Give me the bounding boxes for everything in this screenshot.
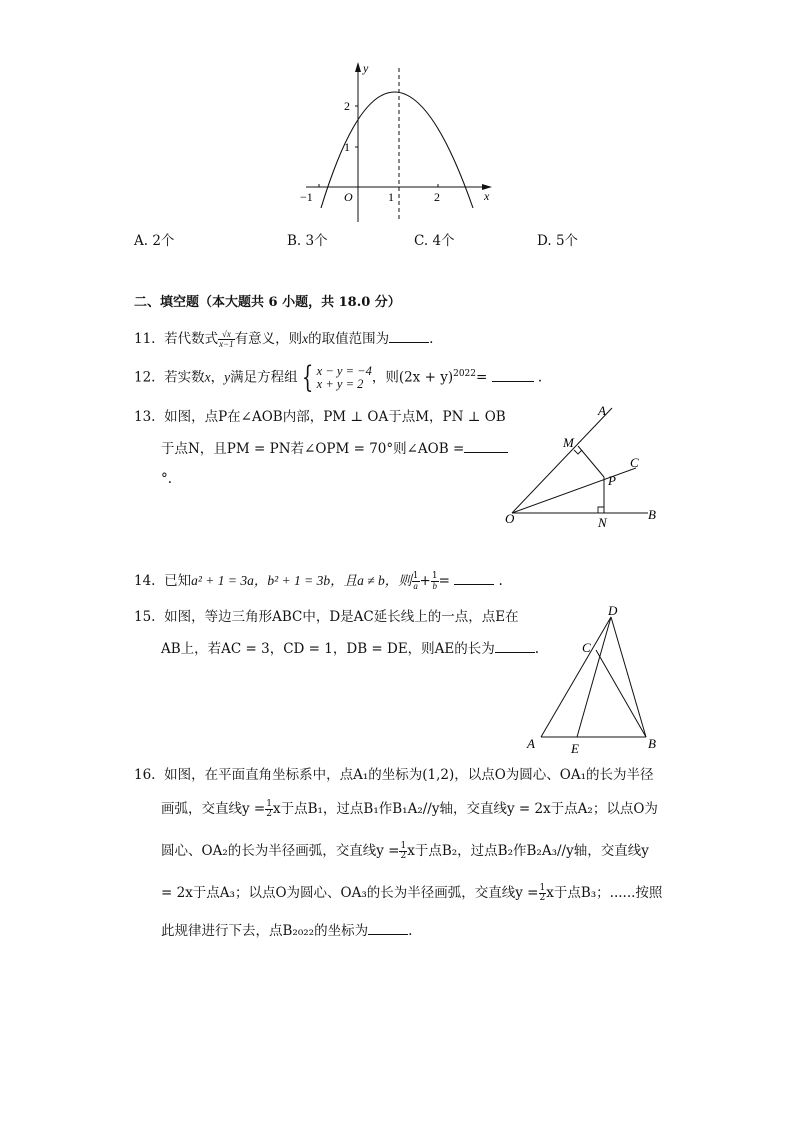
svg-text:N: N <box>598 515 607 530</box>
question-12: 12. 若实数x，y满足方程组 { x − y = −4 x + y = 2 ，则$(2x + y)^{2022}=$ . <box>134 360 543 395</box>
answer-blank[interactable] <box>492 369 534 382</box>
question-16-line2: 画弧，交直线y = $\frac{1}{2}$ x于点B₁，过点B₁作B₁A₂//y轴，交直线y = 2x于点A₂；以点O为 <box>161 799 658 819</box>
svg-text:A: A <box>598 403 606 418</box>
x-tick-origin: O <box>344 190 353 204</box>
x-tick-neg1: −1 <box>300 190 313 204</box>
answer-blank[interactable] <box>368 922 408 935</box>
option-b: B. 3个 <box>287 233 328 249</box>
question-15-line2: AB上，若AC = 3，CD = 1，DB = DE，则AE的长为 . <box>161 641 540 657</box>
triangle-figure <box>520 598 670 758</box>
svg-text:M: M <box>563 435 574 450</box>
option-a: A. 2个 <box>134 233 175 249</box>
y-tick-2: 2 <box>344 99 350 113</box>
question-14: 14. 已知a² + 1 = 3a，b² + 1 = 3b，且a ≠ b，则 $\frac{1}{a}$ + $\frac{1}{b}$ = . <box>134 571 503 591</box>
question-16-line3: 圆心、OA₂的长为半径画弧，交直线y = $\frac{1}{2}$ x于点B₂，过点B₂作B₂A₃//y轴，交直线y <box>161 841 649 861</box>
answer-blank[interactable] <box>454 572 494 585</box>
question-13-line3: °. <box>161 471 173 487</box>
svg-text:B: B <box>648 507 656 522</box>
section-title: 二、填空题（本大题共 6 小题，共 18.0 分） <box>134 295 401 310</box>
answer-blank[interactable] <box>389 330 429 343</box>
svg-text:C: C <box>582 640 591 655</box>
option-d: D. 5个 <box>537 233 579 249</box>
question-16: 16. 如图，在平面直角坐标系中，点A₁的坐标为(1,2)，以点O为圆心、OA₁的长为半径 <box>134 767 654 783</box>
svg-text:B: B <box>648 736 656 751</box>
y-tick-1: 1 <box>344 140 350 154</box>
parabola-graph <box>290 58 500 230</box>
svg-text:O: O <box>505 511 515 526</box>
x-tick-2: 2 <box>434 190 440 204</box>
question-13: 13. 如图，点P在∠AOB内部，PM ⊥ OA于点M，PN ⊥ OB <box>134 409 506 425</box>
question-16-line5: 此规律进行下去，点B₂₀₂₂的坐标为 . <box>161 923 413 939</box>
option-c: C. 4个 <box>414 233 455 249</box>
question-16-line4: = 2x于点A₃；以点O为圆心、OA₃的长为半径画弧，交直线y = $\frac{1}{2}$ x于点B₃；......按照 <box>161 883 663 903</box>
question-13-line2: 于点N，且PM = PN若∠OPM = 70°则∠AOB = <box>161 440 508 458</box>
y-label: y <box>363 61 369 75</box>
svg-text:A: A <box>527 736 535 751</box>
x-label: x <box>484 189 490 203</box>
question-11: 11. 若代数式 $\frac{√x}{x-1}$ 有意义，则x的取值范围为 . <box>134 329 434 349</box>
x-tick-1: 1 <box>388 190 394 204</box>
svg-text:D: D <box>608 603 618 618</box>
angle-figure <box>496 400 666 530</box>
y-axis-arrow <box>355 62 361 72</box>
svg-text:C: C <box>630 455 639 470</box>
question-15: 15. 如图，等边三角形ABC中，D是AC延长线上的一点，点E在 <box>134 609 519 625</box>
svg-text:E: E <box>571 741 579 756</box>
svg-text:P: P <box>608 473 616 488</box>
